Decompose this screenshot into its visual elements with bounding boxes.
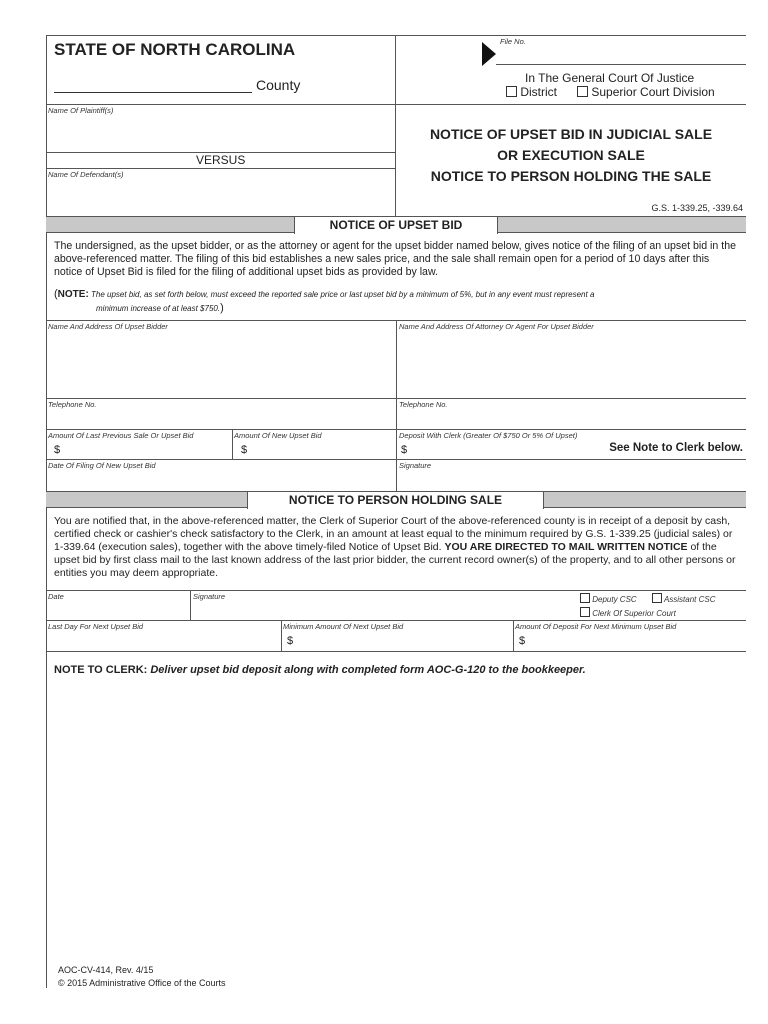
new-bid-label: Amount Of New Upset Bid — [234, 431, 322, 440]
last-day-label: Last Day For Next Upset Bid — [48, 622, 144, 631]
note-to-clerk-text: Deliver upset bid deposit along with completed form AOC-G-120 to the bookkeeper. — [150, 664, 586, 676]
deposit-label: Deposit With Clerk (Greater Of $750 Or 5% Of Upset) — [399, 431, 578, 440]
amounts-top-line — [46, 429, 746, 430]
upset-bid-note — [54, 288, 744, 301]
header-bottom-line — [46, 104, 746, 105]
note-label: NOTE: — [57, 289, 89, 300]
county-underline — [54, 92, 252, 93]
clerk-label: Clerk Of Superior Court — [592, 609, 676, 618]
last-day-field[interactable] — [47, 632, 280, 650]
plaintiff-label: Name Of Plaintiff(s) — [48, 106, 114, 115]
holding-sale-text2: of the upset bid by first class mail to the last known address of the last prior bidder, the current record owner(s) of the property, and to all other persons or entities you may deem appropriate. — [54, 541, 736, 579]
date-filing-field[interactable] — [47, 471, 395, 490]
attorney-field[interactable] — [397, 332, 746, 398]
telephone-field-bidder[interactable] — [47, 410, 395, 429]
holding-date-label: Date — [48, 592, 64, 601]
next-bid-bottom-line — [46, 651, 746, 652]
district-option[interactable] — [506, 85, 557, 99]
assistant-label: Assistant CSC — [663, 595, 716, 604]
bidder-field[interactable] — [47, 332, 395, 398]
clerk-checkbox[interactable] — [580, 607, 590, 617]
bid-signature-field[interactable] — [397, 471, 746, 490]
holding-sale-paragraph — [54, 515, 740, 580]
bid-signature-label: Signature — [399, 461, 432, 470]
amounts-divider — [232, 429, 233, 459]
telephone-field-attorney[interactable] — [397, 410, 746, 429]
form-top-border — [46, 35, 746, 36]
deposit-next-label: Amount Of Deposit For Next Minimum Upset Bid — [515, 622, 677, 631]
next-bid-divider2 — [513, 620, 514, 651]
telephone-top-line — [46, 398, 746, 399]
plaintiff-field[interactable] — [47, 116, 394, 151]
versus-bottom-line — [46, 168, 395, 169]
holding-signature-field[interactable] — [191, 601, 576, 620]
assistant-checkbox[interactable] — [652, 593, 662, 603]
assistant-option[interactable] — [652, 593, 716, 604]
file-no-label: File No. — [500, 37, 526, 46]
form-title-line1: NOTICE OF UPSET BID IN JUDICIAL SALE — [429, 126, 713, 142]
next-bid-top-line — [46, 620, 746, 621]
note-text: The upset bid, as set forth below, must exceed the reported sale price or last upset bid by a minimum of 5%, but in any event must represent a — [91, 290, 595, 299]
defendant-label: Name Of Defendant(s) — [48, 170, 124, 179]
district-label: District — [520, 85, 558, 99]
last-sale-label: Amount Of Last Previous Sale Or Upset Bid — [48, 431, 194, 440]
attorney-label: Name And Address Of Attorney Or Agent For Upset Bidder — [399, 322, 594, 331]
min-amount-label: Minimum Amount Of Next Upset Bid — [283, 622, 404, 631]
note-text2: minimum increase of at least $750. — [96, 304, 221, 313]
file-no-arrow-icon — [482, 42, 496, 66]
upset-bid-heading: NOTICE OF UPSET BID — [294, 217, 498, 234]
deposit-next-dollar[interactable]: $ — [519, 635, 526, 647]
filing-top-line — [46, 459, 746, 460]
superior-label: Superior Court Division — [591, 85, 715, 99]
telephone-label-bidder: Telephone No. — [48, 400, 97, 409]
deputy-label: Deputy CSC — [592, 595, 637, 604]
court-line: In The General Court Of Justice — [525, 71, 695, 85]
date-sig-top-line — [46, 590, 746, 591]
next-bid-divider1 — [281, 620, 282, 651]
superior-checkbox[interactable] — [577, 86, 588, 97]
upset-bid-paragraph: The undersigned, as the upset bidder, or as the attorney or agent for the upset bidder named below, gives notice of the filing of an upset bid in the above-referenced matter. The filing of this bid establishes a new sales price, and the sale shall remain open for a period of 10 days after this notice of Upset Bid is filed for the filing of additional upset bids as provided by law. — [54, 240, 736, 278]
copyright: © 2015 Administrative Office of the Courts — [58, 978, 226, 988]
holding-signature-label: Signature — [193, 592, 226, 601]
see-note-to-clerk: See Note to Clerk below. — [609, 442, 743, 454]
statute-reference: G.S. 1-339.25, -339.64 — [651, 203, 743, 213]
clerk-option[interactable] — [580, 607, 676, 618]
holding-sale-directive: YOU ARE DIRECTED TO MAIL WRITTEN NOTICE — [444, 541, 688, 553]
form-title-line2: OR EXECUTION SALE — [497, 147, 645, 163]
deputy-option[interactable] — [580, 593, 637, 604]
district-checkbox[interactable] — [506, 86, 517, 97]
superior-option[interactable] — [577, 85, 715, 99]
upset-bid-note-line2 — [96, 302, 224, 315]
note-open-paren: ( — [54, 288, 58, 300]
versus-label: VERSUS — [196, 153, 246, 167]
form-left-border — [46, 35, 47, 988]
telephone-label-attorney: Telephone No. — [399, 400, 448, 409]
note-close-paren: ) — [220, 302, 224, 314]
form-number: AOC-CV-414, Rev. 4/15 — [58, 965, 154, 975]
last-sale-dollar[interactable]: $ — [54, 444, 61, 456]
file-no-bottom-line — [496, 64, 746, 65]
state-title: STATE OF NORTH CAROLINA — [54, 40, 296, 59]
holding-date-field[interactable] — [47, 601, 189, 620]
defendant-field[interactable] — [47, 180, 394, 215]
holding-sale-text1: You are notified that, in the above-referenced matter, the Clerk of Superior Court of the above-referenced county is in receipt of a deposit by cash, certified check or cashier's check satisfactory to the Clerk, in an amount at least equal to the minimum required by G.S. 1-339.25 (judicial sales) or 1-339.64 (execution sales), together with the above timely-filed Notice of Upset Bid. — [54, 515, 733, 553]
bidder-label: Name And Address Of Upset Bidder — [48, 322, 168, 331]
note-to-clerk-label: NOTE TO CLERK: — [54, 664, 148, 676]
note-to-clerk — [54, 664, 586, 676]
date-filing-label: Date Of Filing Of New Upset Bid — [48, 461, 156, 470]
deputy-checkbox[interactable] — [580, 593, 590, 603]
holding-sale-heading: NOTICE TO PERSON HOLDING SALE — [247, 492, 544, 509]
form-title-line3: NOTICE TO PERSON HOLDING THE SALE — [430, 168, 712, 184]
county-label: County — [256, 77, 301, 93]
new-bid-dollar[interactable]: $ — [241, 444, 248, 456]
deposit-dollar[interactable]: $ — [401, 444, 408, 456]
min-amount-dollar[interactable]: $ — [287, 635, 294, 647]
